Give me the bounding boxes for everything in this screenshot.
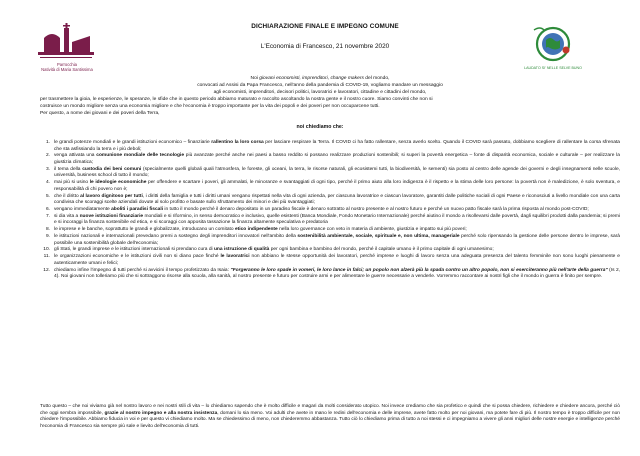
closing-emphasis: grazie al nostro impegno e alla nostra insistenza — [104, 410, 218, 416]
parish-logo-caption — [22, 62, 112, 72]
list-item — [40, 167, 620, 180]
parish-name: Natività di Maria Santissima — [41, 67, 93, 72]
list-item — [40, 140, 620, 153]
item-number: 8. — [45, 227, 50, 233]
item-number: 5. — [45, 193, 50, 199]
item-number: 4. — [45, 180, 50, 186]
item-emphasis: le ideologie economiche — [89, 180, 147, 186]
item-number: 11. — [43, 254, 50, 260]
item-text: per offendere e scartare i poveri, gli ammalati, le minoranze e svantaggiati di ogni tipo, perché il primo aiuto alla loro indigenza è il rispetto e la stima delle loro persone: la povertà non è maledizione, è solo sventura, e responsabilità di chi povero non è; — [54, 180, 620, 192]
item-text: in tutto il mondo perché il denaro depositato in un paradiso fiscale è denaro sottratto al nostro presente e al nostro futuro e perché un nuovo patto fiscale sarà la prima risposta al mondo post-COVID; — [163, 206, 589, 212]
intro-line-3: agli economisti, imprenditori, decisori politici, lavoratrici e lavoratori, cittadine e cittadini del mondo, — [213, 90, 427, 95]
parish-label: Parrocchia — [56, 62, 77, 67]
item-text: venga attivata una — [54, 153, 97, 159]
list-item — [40, 247, 620, 254]
item-number: 10. — [43, 247, 50, 253]
item-emphasis: al lavoro dignitoso per tutti — [80, 193, 143, 199]
item-text: vengano immediatamente — [54, 206, 112, 212]
list-item — [40, 268, 620, 281]
item-text: le imprese e le banche, soprattutto le grandi e globalizzate, introducano un comitato — [54, 227, 235, 233]
item-emphasis: aboliti i paradisi fiscali — [111, 206, 164, 212]
list-item — [40, 194, 620, 207]
item-number: 12. — [43, 267, 50, 273]
list-item — [40, 214, 620, 227]
item-number: 9. — [45, 234, 50, 240]
item-text: per lasciare respirare la Terra. Il COVID ci ha fatto rallentare, senza averlo scelto. Quando il COVID sarà passato, dobbiamo scegliere di rallentare la corsa sfrenata che sta asfissiando la terra e i più deboli; — [54, 140, 620, 152]
item-emphasis: le lavoratrici — [220, 254, 250, 260]
intro-line-1 — [40, 76, 600, 83]
request-list — [40, 140, 620, 281]
item-text: si dia vita a — [54, 213, 80, 219]
item-emphasis: sostenibilità ambientale, sociale, spirituale e, non ultima, manageriale — [297, 234, 460, 240]
item-number: 7. — [45, 213, 50, 219]
list-item — [40, 254, 620, 267]
item-number: 3. — [45, 166, 50, 172]
item-text: (specialmente quelli globali quali l'atmosfera, le foreste, gli oceani, la terra, le risorse naturali, gli ecosistemi tutti, la biodiversità, le sementi) sia posto al centro delle agende dei governi e degli insegnamenti nelle scuole, università, business school di tutto il mondo; — [54, 166, 620, 179]
document-title: DICHIARAZIONE FINALE E IMPEGNO COMUNE — [251, 23, 399, 30]
item-text: mai più si usino — [54, 180, 90, 186]
item-text: nella loro governance con veto in materia di ambiente, giustizia e impatto sui più poveri; — [277, 227, 467, 233]
item-text: le organizzazioni economiche e le istituzioni civili non si diano pace finché — [54, 254, 221, 260]
item-number: 6. — [45, 206, 50, 212]
item-emphasis: comunione mondiale delle tecnologie — [96, 153, 185, 159]
request-heading: noi chiediamo che: — [296, 124, 344, 130]
item-text: (Is 2, 4). Noi giovani non tolleriamo più che si sottraggono risorse alla scuola, alla sanità, al nostro presente e futuro per costruire armi e per alimentare le guerre necessarie a venderle. Vorremmo raccontare ai nostri figli che il mondo in guerra è finito per sempre. — [54, 267, 620, 280]
item-text: non abbiano le stesse opportunità dei lavoratori, perché imprese e luoghi di lavoro senza una adeguata presenza del talento femminile non sono luoghi pienamente e autenticamente umani e felici; — [54, 254, 620, 266]
intro-text: del mondo, — [363, 76, 390, 81]
item-text: più avanzate perché anche nei paesi a basso reddito si possano realizzare produzioni sostenibili; si superi la povertà energetica – fonte di disparità economica, sociale e culturale – per realizzare la giustizia climatica; — [54, 153, 620, 165]
item-text: le istituzioni nazionali e internazionali prevedano premi a sostegno degli imprenditori innovatori nell'ambito della — [54, 234, 298, 240]
document-date: L'Economia di Francesco, 21 novembre 2020 — [260, 43, 390, 50]
list-item — [40, 234, 620, 247]
closing-paragraph — [40, 404, 620, 430]
laudato-si-logo-icon — [520, 16, 586, 66]
list-item — [40, 227, 620, 234]
intro-italic: giovani economisti, imprenditori, change makers — [259, 76, 364, 81]
item-emphasis: nuove istituzioni finanziarie — [79, 213, 144, 219]
item-text: chiediamo infine l'impegno di tutti perché si avvicini il tempo profetizzato da Isaia: — [54, 267, 231, 273]
item-text: il tema della — [54, 166, 83, 172]
laudato-si-logo-text: LAUDATO SI' NELLE SELVE BUNO — [524, 66, 582, 70]
closing-text: Tutto questo – che noi viviamo già nel nostro lavoro e nei nostri stili di vita – lo chiediamo sapendo che è molto difficile e magari da molti considerato utopico. Noi invece crediamo che sia profetico e quindi che si possa chiedere, richiedere e chiedere ancora, perché ciò che oggi sembra impossibile, — [40, 404, 620, 416]
item-text: per ogni bambina e bambino del mondo, perché il capitale umano è il primo capitale di ogni umanesimo; — [269, 247, 494, 253]
item-number: 2. — [45, 153, 50, 159]
item-text: , i diritti della famiglia e tutti i diritti umani vengano rispettati nella vita di ogni azienda, per ciascuna lavoratrice e ciascun lavoratore, garantiti dalle politiche sociali di ogni Paese e riconosciuti a livello mondiale con una carta condivisa che scoraggi scelte aziendali dovute al solo profitto e basate sullo sfruttamento dei minori e dei più svantaggiati; — [54, 193, 621, 206]
item-emphasis: rallentino la loro corsa — [211, 140, 264, 145]
item-quote: "Forgeranno le loro spade in vomeri, le loro lance in falci; un popolo non alzerà più la spada contro un altro popolo, non si eserciteranno più nell'arte della guerra" — [230, 267, 608, 273]
item-text: che il diritto — [54, 193, 81, 199]
item-text: perché solo ripensando la gestione delle persone dentro le imprese, sarà possibile una sostenibilità globale dell'economia; — [54, 234, 620, 246]
parish-logo-icon — [30, 22, 102, 62]
intro-line-2: convocati ad Assisi da Papa Francesco, nell'anno della pandemia di COVID-19, vogliamo mandare un messaggio — [197, 83, 443, 88]
list-item — [40, 207, 620, 214]
item-emphasis: una istruzione di qualità — [213, 247, 270, 253]
item-text: mondiali e si riformino, in senso democratico e inclusivo, quelle esistenti (Banca Mondiale, Fondo Monetario Internazionale) perché aiutino il mondo a risollevarsi dalle povertà, dagli squilibri prodotti dalla pandemia; si premi e si incoraggi la finanza sostenibile ed etica, e si scoraggi con apposita tassazione la finanza altamente speculativa e predatoria — [54, 213, 621, 226]
intro-line-6: Per questo, a nome dei giovani e dei poveri della Terra, — [40, 111, 160, 116]
intro-text: Noi — [250, 76, 260, 81]
item-text: le grandi potenze mondiali e le grandi istituzioni economico – finanziarie — [54, 140, 212, 145]
item-emphasis: etico indipendente — [234, 227, 278, 233]
item-number: 1. — [45, 140, 50, 145]
closing-text: , domani lo sia meno. Voi adulti che avete in mano le redini dell'economia e delle imprese, avete fatto molto per noi giovani, ma potete fare di più. Il nostro tempo è troppo difficile per non chiedere l'impossibile. Abbiamo fiducia in voi e per questo vi chiediamo molto. Ma se chiedessimo di meno, non chiederemmo abbastanza. Tutto ciò lo chiediamo prima di tutto a noi stessi e ci impegniamo a vivere gli anni migliori delle nostre energie e intelligenze perché l'economia di Francesco sia sempre più sale e lievito dell'economia di tutti. — [40, 410, 620, 429]
list-item — [40, 180, 620, 193]
intro-line-4: per trasmettere la gioia, le esperienze, le speranze, le sfide che in questo periodo abbiamo maturato e raccolto ascoltando la nostra gente e il nostro cuore. Siamo convinti che non si — [40, 97, 433, 102]
list-item — [40, 153, 620, 166]
item-emphasis: custodia dei beni comuni — [82, 166, 142, 172]
item-text: gli Stati, le grandi imprese e le istituzioni internazionali si prendano cura di — [54, 247, 214, 253]
intro-line-5: costruisce un mondo migliore senza una economia migliore e che l'economia è troppo importante per la vita dei popoli e dei poveri per non occuparcene tutti. — [40, 104, 380, 109]
